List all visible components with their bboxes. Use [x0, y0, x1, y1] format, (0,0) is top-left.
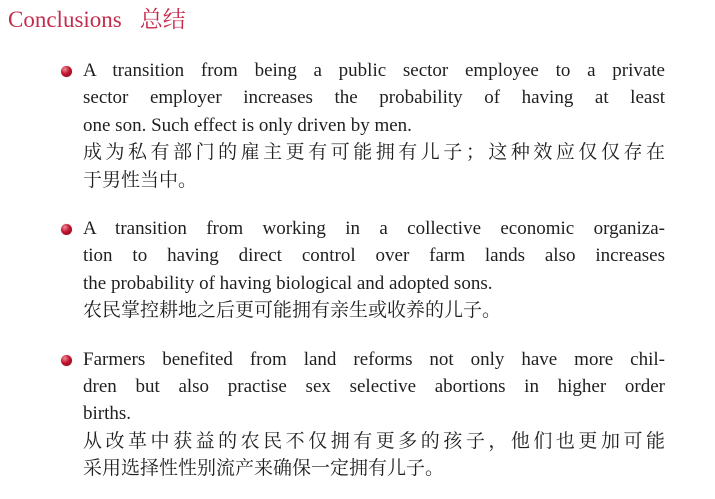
ball-bullet-icon: [61, 355, 72, 366]
slide-title-english: Conclusions: [8, 7, 122, 32]
text-line-chinese: 采用选择性性别流产来确保一定拥有儿子。: [83, 458, 445, 480]
bullet-list: [83, 57, 665, 483]
text-line: the probability of having biological and adopted sons.: [83, 272, 493, 294]
text-line: sector employer increases the probability of having at least: [83, 87, 665, 109]
slide-title: [8, 4, 186, 36]
text-line: Farmers benefited from land reforms not only have more chil-: [83, 348, 665, 370]
text-line-chinese: 农民掌控耕地之后更可能拥有亲生或收养的儿子。: [83, 300, 502, 322]
text-line: tion to having direct control over farm lands also increases: [83, 245, 665, 267]
bullet-item-2: [83, 215, 665, 325]
ball-bullet-icon: [61, 66, 72, 77]
ball-bullet-icon: [61, 224, 72, 235]
text-line: A transition from being a public sector employee to a private: [83, 60, 665, 81]
text-line: A transition from working in a collective economic organiza-: [83, 218, 665, 240]
slide-title-chinese: 总结: [139, 7, 186, 32]
bullet-item-3: [83, 346, 665, 483]
text-line-chinese: 成为私有部门的雇主更有可能拥有儿子；这种效应仅仅存在: [83, 142, 665, 164]
text-line: dren but also practise sex selective abortions in higher order: [83, 376, 665, 398]
text-line-chinese: 从改革中获益的农民不仅拥有更多的孩子，他们也更加可能: [83, 430, 665, 452]
bullet-item-1: [83, 57, 665, 194]
text-line: births.: [83, 403, 132, 425]
text-line-chinese: 于男性当中。: [83, 169, 198, 191]
text-line: one son. Such effect is only driven by men.: [83, 114, 412, 136]
